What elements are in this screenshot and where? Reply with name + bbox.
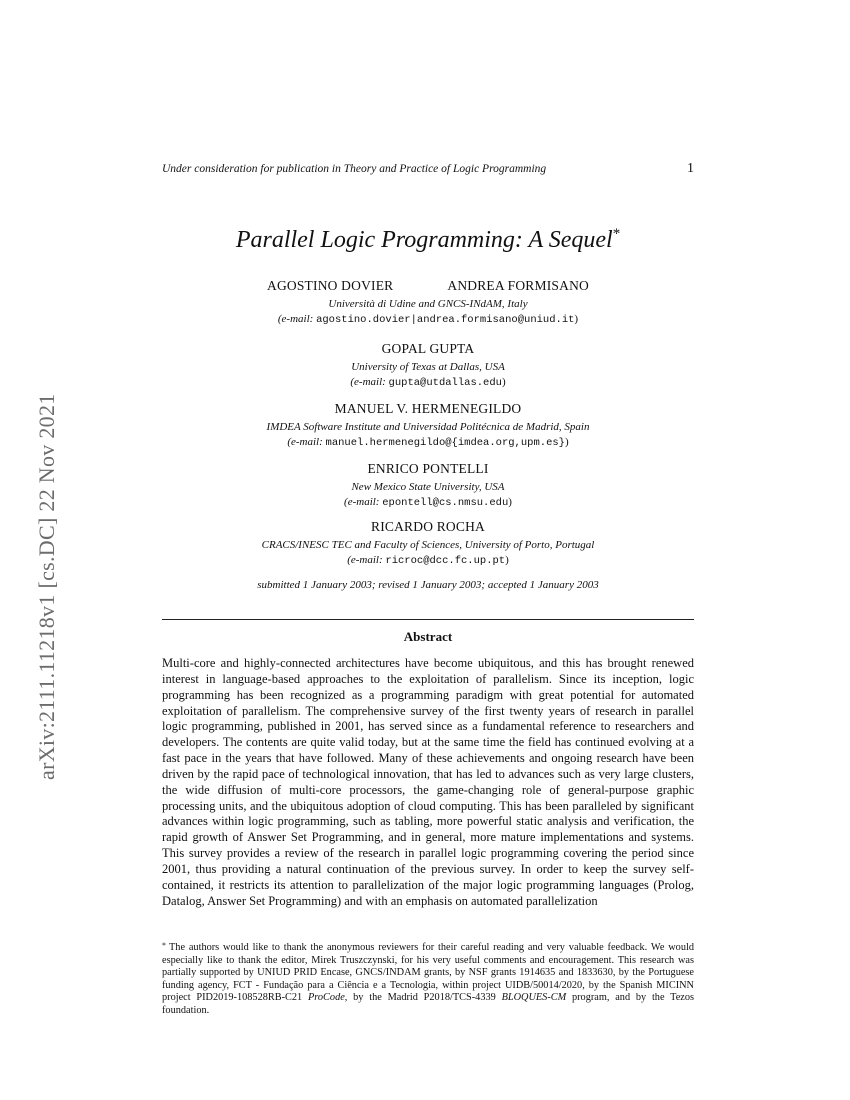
abstract-top-rule — [162, 619, 694, 620]
affiliation: Università di Udine and GNCS-INdAM, Italy — [328, 298, 528, 310]
email-line — [162, 375, 694, 391]
email-address[interactable]: manuel.hermenegildo@{imdea.org,upm.es} — [325, 437, 565, 449]
affiliation: New Mexico State University, USA — [351, 481, 505, 493]
email-close: ) — [501, 376, 506, 388]
email-label: (e-mail: — [277, 313, 314, 325]
author-block-5 — [162, 519, 694, 569]
affiliation: IMDEA Software Institute and Universidad Politécnica de Madrid, Spain — [266, 421, 590, 433]
email-line — [162, 495, 694, 511]
footnote-bloques: BLOQUES-CM — [501, 992, 567, 1004]
email-line — [162, 312, 694, 328]
author-names — [162, 278, 694, 294]
submission-dates: submitted 1 January 2003; revised 1 January 2003; accepted 1 January 2003 — [257, 579, 599, 591]
abstract-body: Multi-core and highly-connected architectures have become ubiquitous, and this has brought renewed interest in language-based approaches to the exploitation of parallelism. Since its inception, logic programming has been recognized as a programming paradigm with great potential for automated exploitation of parallelism. The comprehensive survey of the first twenty years of research in parallel logic programming, published in 2001, has served since as a fundamental reference to researchers and developers. The contents are quite valid today, but at the same time the field has continued evolving at a fast pace in the years that have followed. Many of these achievements and ongoing research have been driven by the rapid pace of technological innovation, that has led to advances such as very large clusters, the wide diffusion of multi-core processors, the game-changing role of general-purpose graphic processing units, and the ubiquitous adoption of cloud computing. This has been paralleled by significant advances within logic programming, such as tabling, more powerful static analysis and verification, the rapid growth of Answer Set Programming, and in general, more mature implementations and systems. This survey provides a review of the research in parallel logic programming covering the period since 2001, thus providing a natural continuation of the previous survey. In order to keep the survey self-contained, it restricts its attention to parallelization of the major logic programming languages (Prolog, Datalog, Answer Set Programming) and with an emphasis on automated parallelization — [162, 656, 694, 908]
email-close: ) — [505, 554, 509, 566]
arxiv-stamp: arXiv:2111.11218v1 [cs.DC] 22 Nov 2021 — [34, 393, 59, 780]
email-address[interactable]: epontell@cs.nmsu.edu — [382, 497, 509, 509]
email-close: ) — [574, 313, 579, 325]
author-block-3 — [162, 401, 694, 451]
email-label: (e-mail: — [350, 376, 386, 388]
email-line — [162, 553, 694, 569]
author-block-2 — [162, 341, 694, 391]
email-label: (e-mail: — [344, 496, 380, 508]
running-head — [162, 163, 694, 179]
paper-title — [162, 226, 694, 254]
title-text: Parallel Logic Programming: A Sequel — [235, 227, 613, 253]
journal-line: Under consideration for publication in Theory and Practice of Logic Programming — [162, 163, 547, 175]
footnote-mark: * — [162, 941, 166, 950]
abstract-heading: Abstract — [403, 629, 453, 644]
footnote-text-a: The authors would like to thank the anonymous reviewers for their careful reading and very valuable feedback. We would especially like to thank the editor, Mirek Truszczynski, for his very useful comments and encouragement. This research was partially supported by UNIUD PRID Encase, GNCS/INDAM grants, by NSF grants 1914635 and 1833630, by the Portuguese funding agency, FCT - Fundação para a Ciência e a Tecnologia, within project UIDB/50014/2020, by the Spanish MICINN project PID2019-108528RB-C21 — [162, 942, 694, 1004]
author-name: MANUEL V. HERMENEGILDO — [334, 401, 522, 416]
email-close: ) — [564, 436, 569, 448]
email-address[interactable]: agostino.dovier|andrea.formisano@uniud.it — [316, 314, 575, 326]
author-block-1 — [162, 278, 694, 328]
author-name: RICARDO ROCHA — [371, 519, 485, 534]
author-name: ENRICO PONTELLI — [367, 461, 489, 476]
email-label: (e-mail: — [347, 554, 383, 566]
email-label: (e-mail: — [287, 436, 323, 448]
affiliation: University of Texas at Dallas, USA — [351, 361, 505, 373]
email-close: ) — [508, 496, 512, 508]
author-block-4 — [162, 461, 694, 511]
email-line — [162, 435, 694, 451]
email-address[interactable]: gupta@utdallas.edu — [388, 377, 502, 389]
footnote-procode: ProCode — [307, 992, 345, 1004]
footnote-text-b: , by the Madrid P2018/TCS-4339 — [344, 992, 502, 1004]
email-address[interactable]: ricroc@dcc.fc.up.pt — [385, 555, 506, 567]
title-footnote-mark: * — [612, 226, 621, 242]
footnote-text-c: program, and by the Tezos foundation. — [162, 992, 694, 1016]
author-name: GOPAL GUPTA — [381, 341, 475, 356]
title-footnote — [162, 940, 694, 1018]
author-name: AGOSTINO DOVIER — [267, 278, 394, 293]
page-number: 1 — [687, 161, 694, 176]
affiliation: CRACS/INESC TEC and Faculty of Sciences, University of Porto, Portugal — [261, 539, 595, 551]
author-name: ANDREA FORMISANO — [447, 278, 589, 293]
